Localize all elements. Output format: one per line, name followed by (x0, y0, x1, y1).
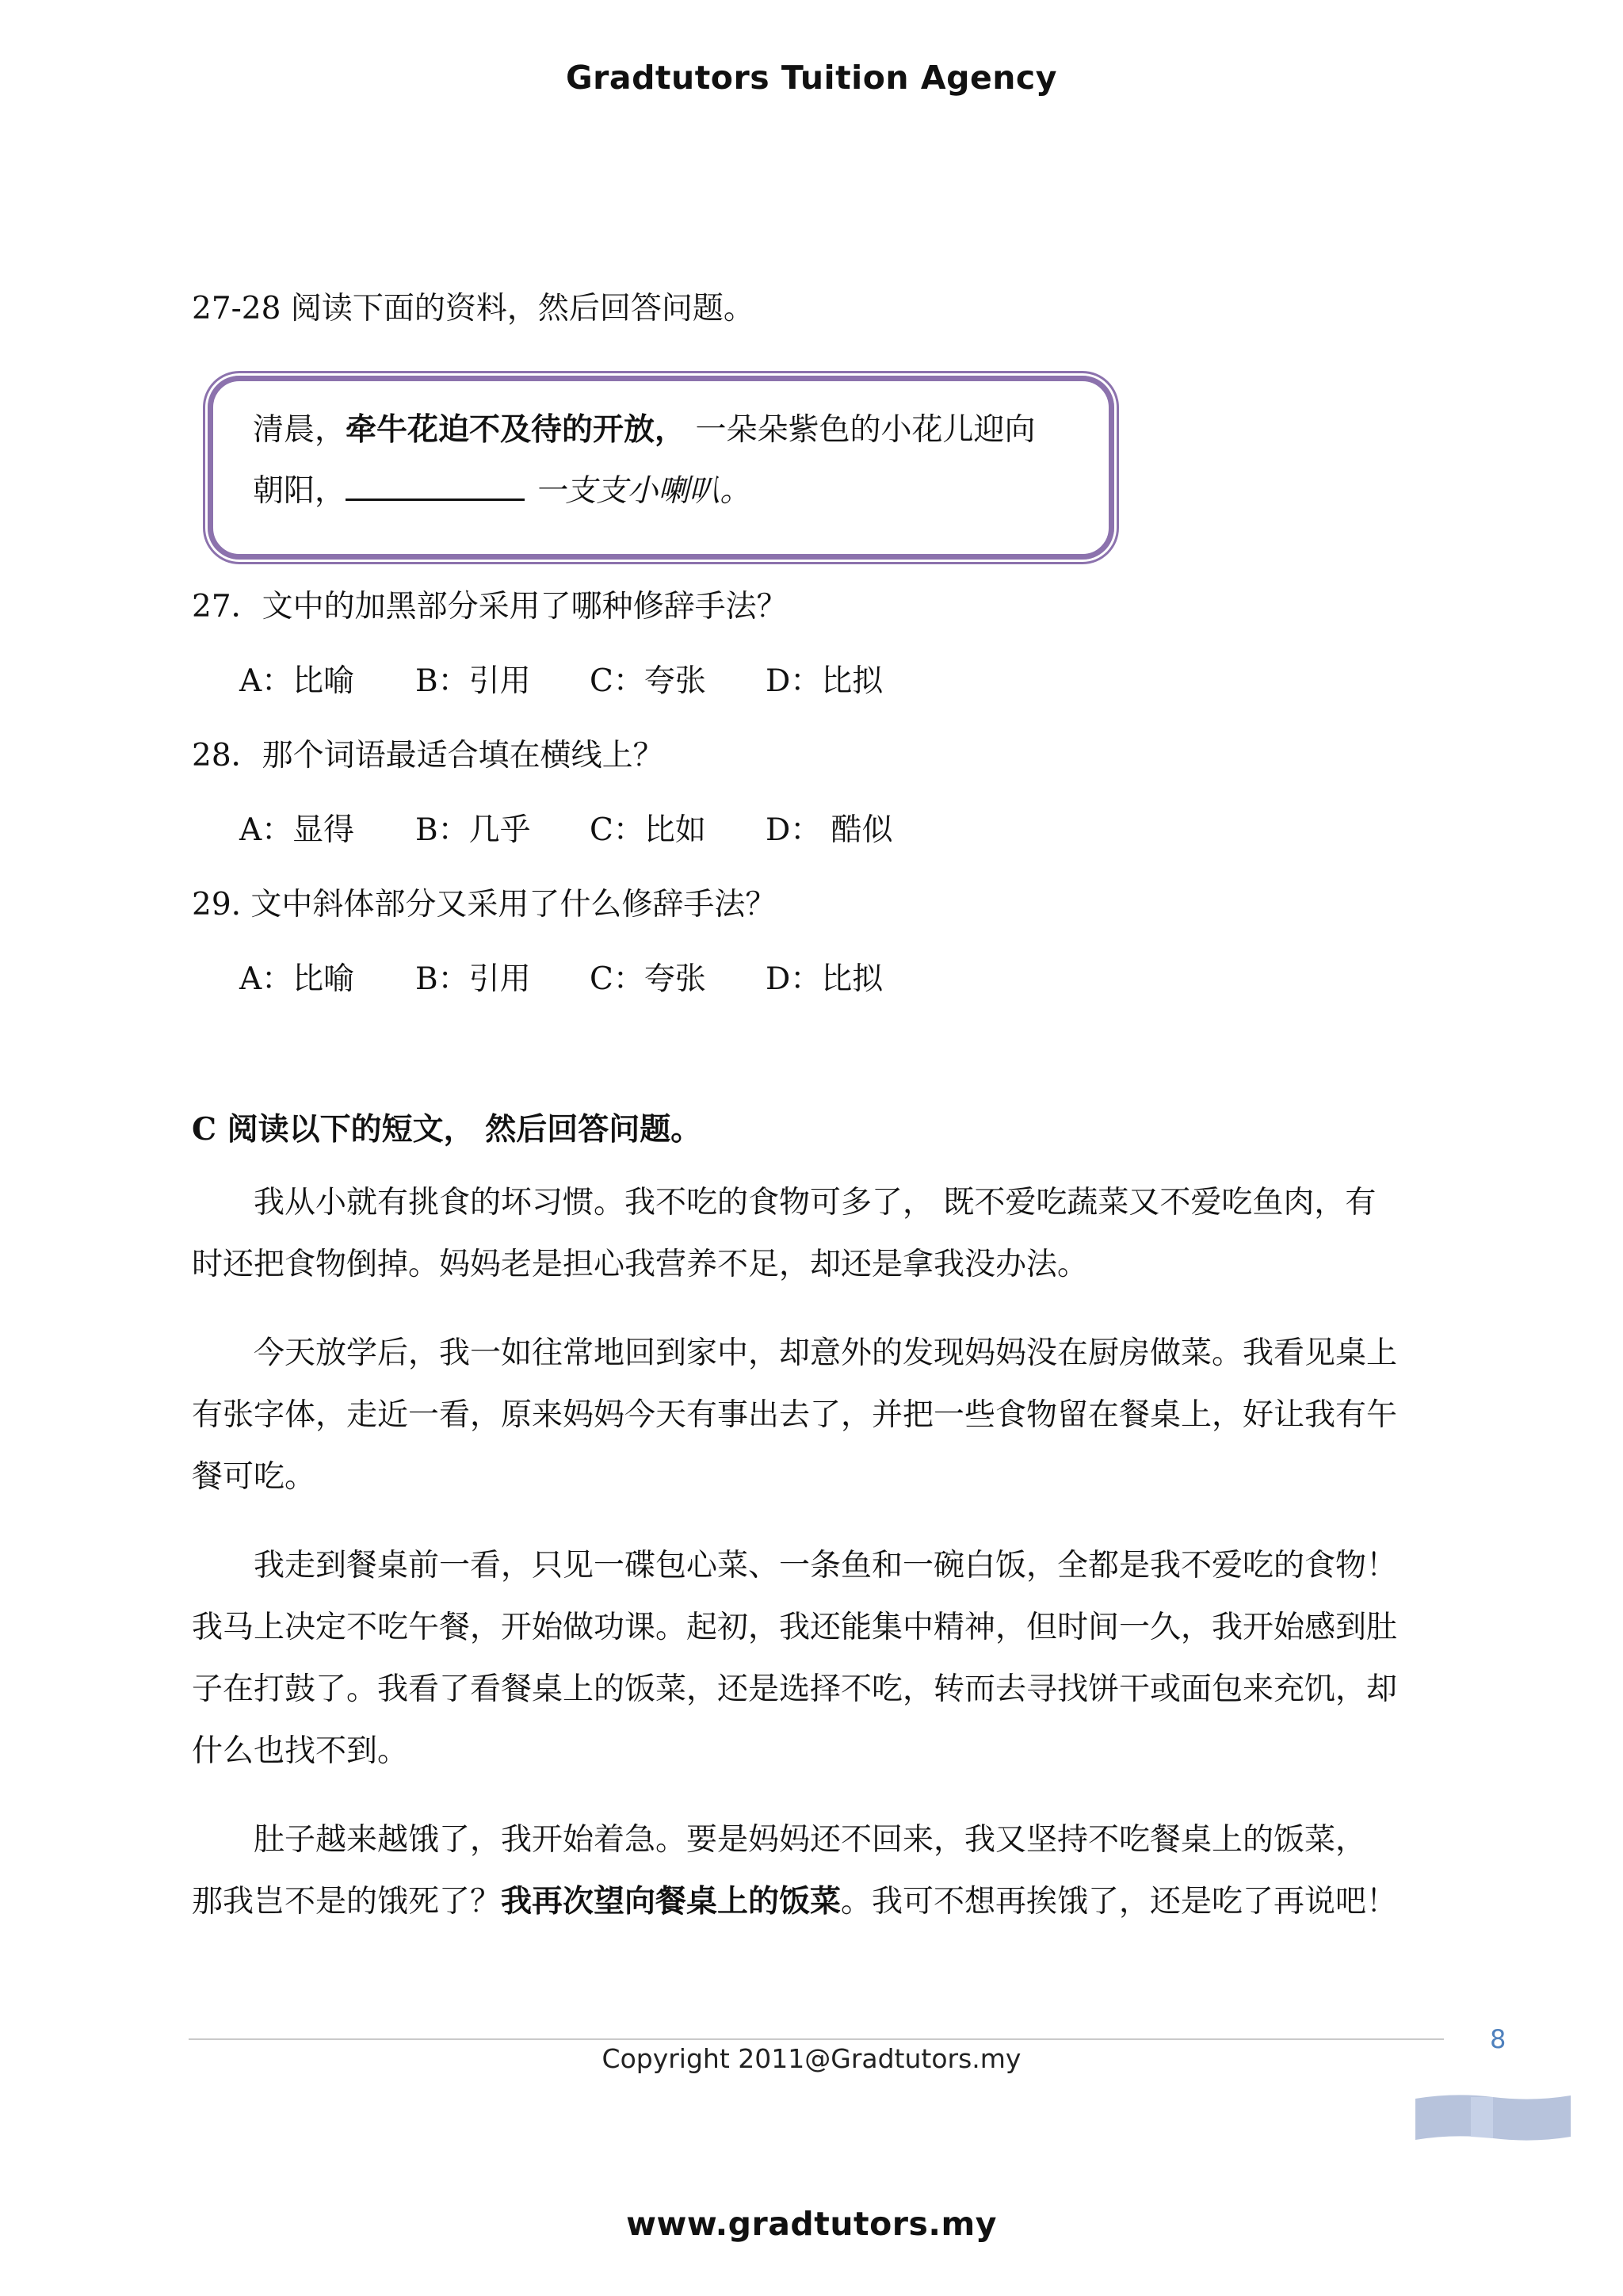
para4-line1: 肚子越来越饿了，我开始着急。要是妈妈还不回来，我又坚持不吃餐桌上的饭菜， (254, 1822, 1367, 1858)
quote-line1-end: 一朵朵紫色的小花儿迎向 (685, 412, 1036, 448)
quote-box (208, 376, 1114, 560)
ribbon-highlight (1471, 2097, 1493, 2138)
para2-line3: 餐可吃。 (192, 1459, 316, 1495)
para3-line3: 子在打鼓了。我看了看餐桌上的饭菜，还是选择不吃，转而去寻找饼干或面包来充饥，却 (192, 1671, 1398, 1707)
para2-line1: 今天放学后，我一如往常地回到家中，却意外的发现妈妈没在厨房做菜。我看见桌上 (254, 1335, 1398, 1371)
quote-bold-phrase: 牵牛花迫不及待的开放 (346, 411, 655, 448)
q27-option-b: B：引用 (415, 663, 531, 699)
q29-option-b: B：引用 (415, 961, 531, 997)
q27-option-c: C：夸张 (590, 663, 706, 699)
q29-option-d: D：比拟 (766, 961, 884, 997)
para3-line1: 我走到餐桌前一看，只见一碟包心菜、一条鱼和一碗白饭，全都是我不爱吃的食物！ (254, 1548, 1398, 1584)
page-ribbon-decoration (1415, 2092, 1571, 2143)
website-url: www.gradtutors.my (626, 2205, 997, 2243)
para3-line2: 我马上决定不吃午餐，开始做功课。起初，我还能集中精神，但时间一久，我开始感到肚 (192, 1610, 1398, 1645)
instruction-27-28: 27-28 阅读下面的资料，然后回答问题。 (192, 291, 754, 327)
para4-bold-sentence: 我再次望向餐桌上的饭菜 (501, 1883, 842, 1920)
section-c-heading (192, 1111, 702, 1148)
para3-line4: 什么也找不到。 (192, 1733, 409, 1769)
para4-line2 (192, 1883, 1398, 1920)
quote-comma: ， (655, 411, 686, 448)
section-c-heading-text: 阅读以下的短文， 然后回答问题。 (227, 1111, 702, 1148)
quote-italic-phrase: 一支支小喇叭。 (534, 473, 751, 509)
header-title: Gradtutors Tuition Agency (566, 59, 1057, 97)
q28-option-b: B：几乎 (415, 812, 531, 848)
section-c-letter: C (192, 1111, 227, 1148)
quote-start: 清晨， (253, 412, 346, 448)
para1-line2: 时还把食物倒掉。妈妈老是担心我营养不足，却还是拿我没办法。 (192, 1247, 1089, 1282)
q29-option-c: C：夸张 (590, 961, 706, 997)
q28-option-a: A：显得 (239, 812, 355, 848)
para2-line2: 有张字体，走近一看，原来妈妈今天有事出去了，并把一些食物留在餐桌上，好让我有午 (192, 1397, 1398, 1433)
quote-line-2 (253, 473, 751, 509)
page-number: 8 (1490, 2024, 1507, 2054)
q28-option-d: D： 酷似 (766, 812, 893, 848)
q29-option-a: A：比喻 (239, 961, 355, 997)
question-27: 27．文中的加黑部分采用了哪种修辞手法？ (192, 589, 788, 625)
footer-divider (189, 2038, 1444, 2040)
quote-line2-start: 朝阳， (253, 473, 346, 509)
para4-line2-start: 那我岂不是的饿死了？ (192, 1884, 502, 1920)
fill-in-blank (346, 475, 525, 501)
quote-line-1 (253, 411, 1036, 448)
q27-option-d: D：比拟 (766, 663, 884, 699)
para4-line2-end: 。我可不想再挨饿了，还是吃了再说吧！ (841, 1884, 1398, 1920)
question-29: 29. 文中斜体部分又采用了什么修辞手法？ (192, 887, 777, 923)
para1-line1: 我从小就有挑食的坏习惯。我不吃的食物可多了， 既不爱吃蔬菜又不爱吃鱼肉，有 (254, 1185, 1377, 1221)
q27-option-a: A：比喻 (239, 663, 355, 699)
copyright-text: Copyright 2011@Gradtutors.my (601, 2043, 1022, 2074)
q28-option-c: C：比如 (590, 812, 706, 848)
question-28: 28．那个词语最适合填在横线上？ (192, 738, 664, 774)
